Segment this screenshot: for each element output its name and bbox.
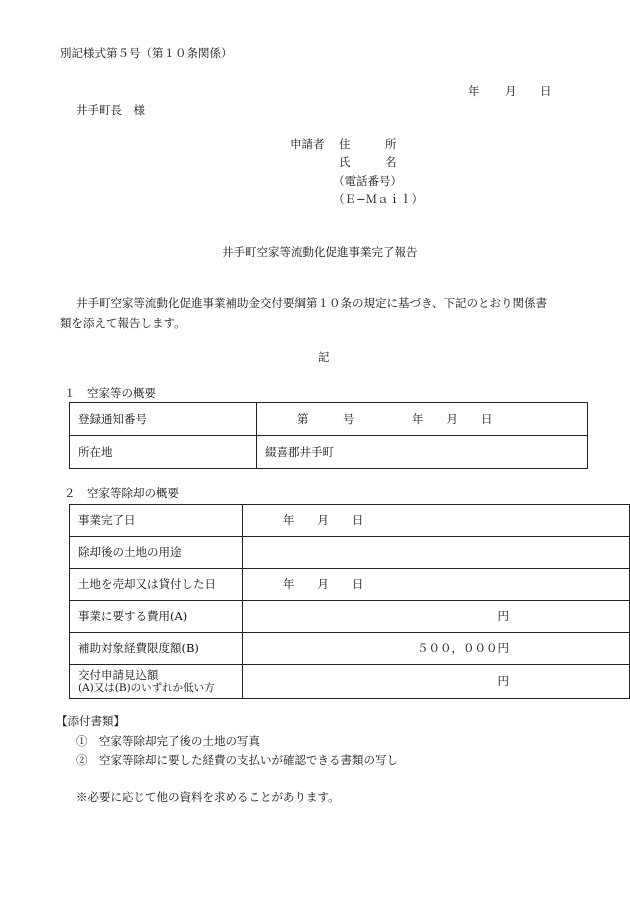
addressee: 井手町長 様 xyxy=(76,103,145,117)
limit-value: ５００，０００円 xyxy=(242,633,629,665)
email-label: （Ｅ−Ｍａｉｌ） xyxy=(333,192,424,206)
cost-label: 事業に要する費用(A) xyxy=(70,601,243,633)
grant-estimate-label-line2: (A)又は(B)のいずれか低い方 xyxy=(78,682,215,695)
attachment-item-1: ① 空家等除却完了後の土地の写真 xyxy=(76,734,260,748)
land-use-label: 除却後の土地の用途 xyxy=(70,537,243,569)
phone-label: （電話番号） xyxy=(333,174,402,188)
section1-heading: １ 空家等の概要 xyxy=(64,386,156,400)
table-row xyxy=(70,601,630,633)
ki-label: 記 xyxy=(318,350,330,364)
table-row xyxy=(70,436,588,469)
sale-date-value: 年 月 日 xyxy=(242,569,629,601)
date-month-label: 月 xyxy=(505,84,517,98)
body-text-line2: 類を添えて報告します。 xyxy=(60,316,186,330)
grant-estimate-label-line1: 交付申請見込額 xyxy=(78,667,159,682)
cost-value: 円 xyxy=(242,601,629,633)
land-use-value xyxy=(242,537,629,569)
registration-number-value: 第 号 年 月 日 xyxy=(257,403,588,436)
document-title: 井手町空家等流動化促進事業完了報告 xyxy=(222,245,418,259)
table-row xyxy=(70,633,630,665)
location-value: 綴喜郡井手町 xyxy=(257,436,588,469)
section1-table xyxy=(69,402,588,469)
completion-date-label: 事業完了日 xyxy=(70,505,243,537)
limit-label: 補助対象経費限度額(B) xyxy=(70,633,243,665)
section2-table xyxy=(69,504,630,699)
grant-estimate-label xyxy=(70,665,243,699)
body-text-line1: 井手町空家等流動化促進事業補助金交付要綱第１０条の規定に基づき、下記のとおり関係書 xyxy=(76,296,548,310)
completion-date-value: 年 月 日 xyxy=(242,505,629,537)
form-number: 別記様式第５号（第１０条関係） xyxy=(60,46,233,60)
location-label: 所在地 xyxy=(70,436,257,469)
grant-estimate-value: 円 xyxy=(242,665,629,699)
table-row xyxy=(70,403,588,436)
sale-date-label: 土地を売却又は貸付した日 xyxy=(70,569,243,601)
attachments-heading: 【添付書類】 xyxy=(56,714,125,728)
table-row xyxy=(70,505,630,537)
name-label: 氏 名 xyxy=(339,155,397,169)
address-label: 住 所 xyxy=(339,137,397,151)
table-row xyxy=(70,569,630,601)
date-year-label: 年 xyxy=(468,84,480,98)
note: ※必要に応じて他の資料を求めることがあります。 xyxy=(76,790,340,804)
table-row xyxy=(70,665,630,699)
table-row xyxy=(70,537,630,569)
date-day-label: 日 xyxy=(540,84,552,98)
section2-heading: ２ 空家等除却の概要 xyxy=(64,486,179,500)
registration-number-label: 登録通知番号 xyxy=(70,403,257,436)
applicant-label: 申請者 xyxy=(290,137,325,151)
attachment-item-2: ② 空家等除却に要した経費の支払いが確認できる書類の写し xyxy=(76,753,398,767)
